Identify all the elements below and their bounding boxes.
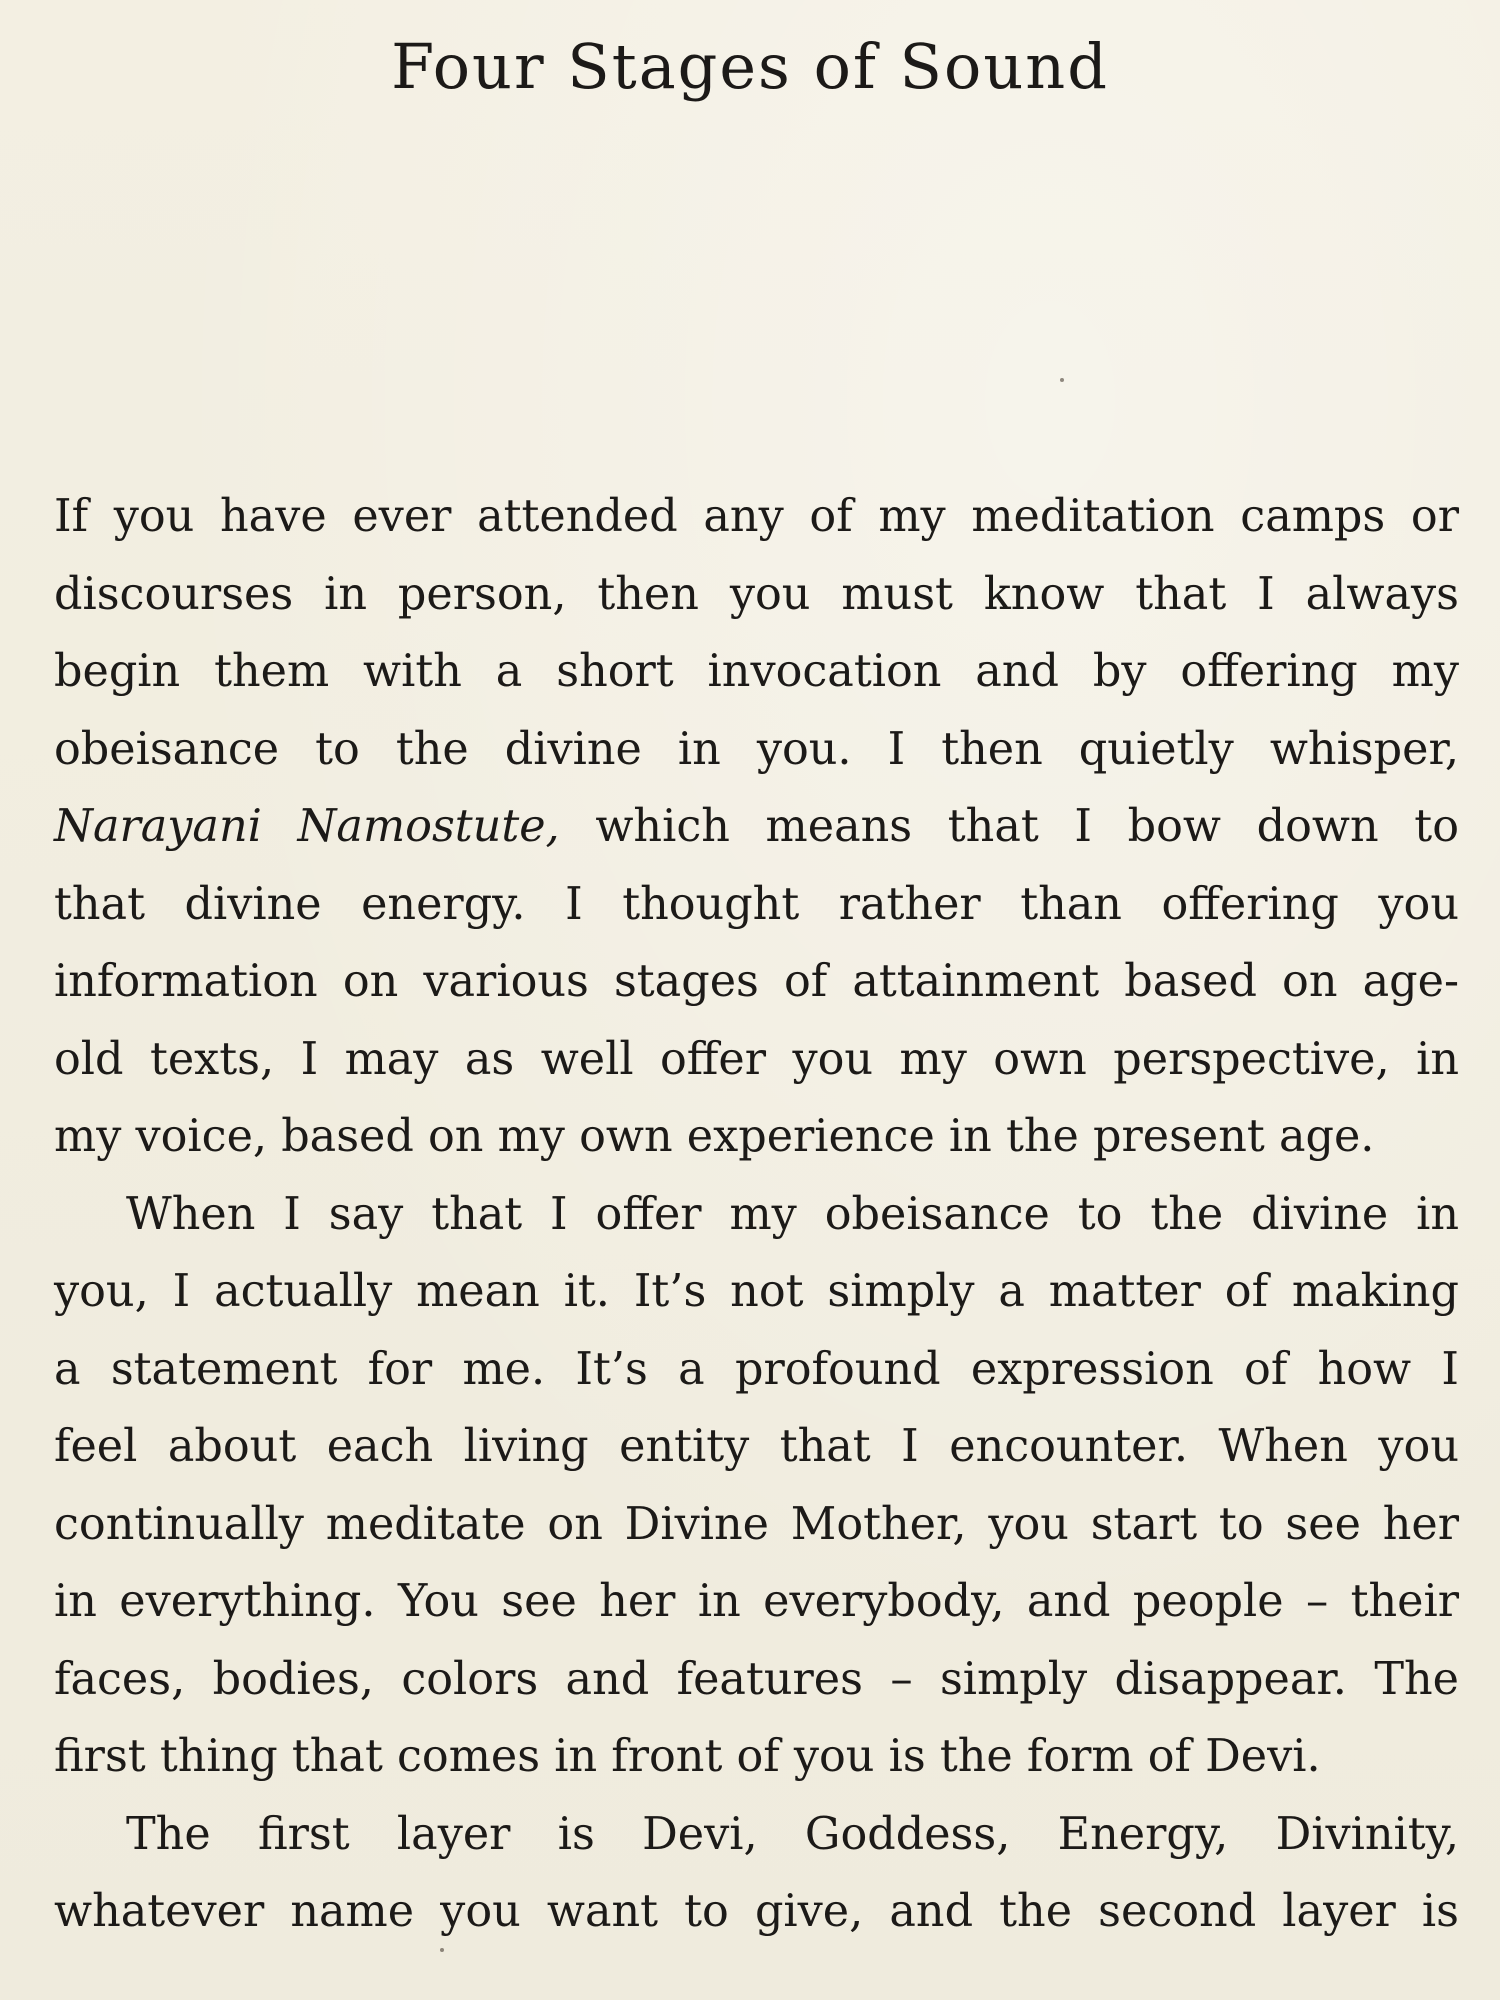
text-line: faces, bodies, colors and features – simply disappear. The	[54, 1653, 1459, 1705]
italic-phrase: Narayani Namostute,	[54, 801, 560, 852]
text-line: continually meditate on Divine Mother, you start to see her	[54, 1498, 1459, 1550]
text-line: discourses in person, then you must know that I always	[54, 568, 1459, 620]
text-line: feel about each living entity that I encounter. When you	[54, 1421, 1459, 1472]
text-line: information on various stages of attainment based on age-	[54, 956, 1459, 1007]
text-line: that divine energy. I thought rather than offering you	[54, 878, 1459, 930]
text-line: whatever name you want to give, and the second layer is	[54, 1886, 1459, 1937]
text-line: old texts, I may as well offer you my own perspective, in	[54, 1033, 1459, 1085]
text-line: When I say that I offer my obeisance to the divine in	[126, 1188, 1459, 1240]
text-line: obeisance to the divine in you. I then quietly whisper,	[54, 723, 1459, 775]
line-rest: which means that I bow down to	[559, 801, 1459, 852]
paper-speck	[440, 1948, 444, 1952]
text-line: The first layer is Devi, Goddess, Energy, Divinity,	[126, 1808, 1459, 1860]
text-line: in everything. You see her in everybody, and people – their	[54, 1576, 1459, 1627]
text-line: begin them with a short invocation and by offering my	[54, 646, 1459, 697]
text-line: my voice, based on my own experience in the present age.	[54, 1111, 1375, 1162]
text-line: first thing that comes in front of you is the form of Devi.	[54, 1731, 1321, 1782]
text-line: a statement for me. It’s a profound expression of how I	[54, 1343, 1459, 1395]
text-line: If you have ever attended any of my meditation camps or	[54, 491, 1459, 542]
paper-speck	[1060, 378, 1064, 382]
chapter-title: Four Stages of Sound	[391, 30, 1109, 103]
text-line	[54, 788, 1459, 866]
body-text	[54, 478, 1459, 1951]
text-line: you, I actually mean it. It’s not simply a matter of making	[54, 1266, 1459, 1317]
